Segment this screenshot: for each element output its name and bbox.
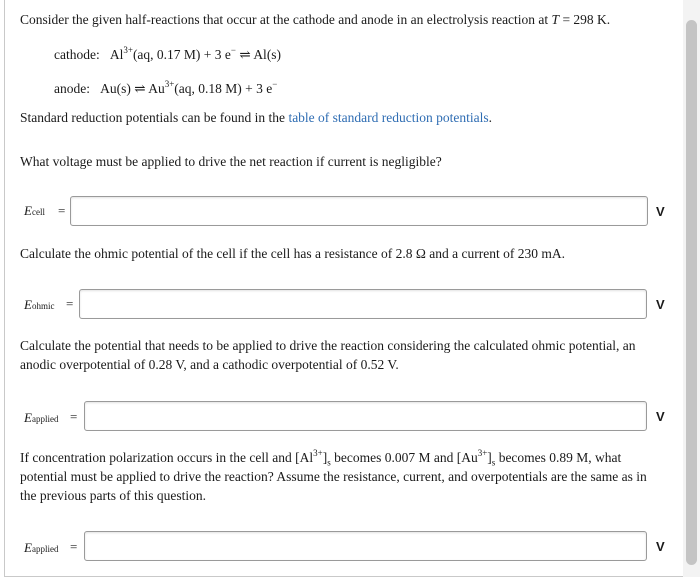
eapplied-cp-input[interactable] bbox=[84, 531, 647, 561]
ecell-label bbox=[24, 203, 45, 219]
intro-text-pre: Consider the given half-reactions that occur at the cathode and anode in an electrolysis reaction at bbox=[20, 12, 552, 27]
scrollbar-thumb[interactable] bbox=[686, 20, 697, 565]
anode-ion: Au bbox=[148, 81, 165, 96]
eapplied-cp-equals: = bbox=[70, 539, 78, 554]
eohmic-equals: = bbox=[66, 296, 74, 311]
eapplied-cp-label-sub: applied bbox=[31, 544, 59, 554]
anode-label: anode: bbox=[54, 81, 90, 96]
anode-electron-charge: − bbox=[272, 78, 278, 89]
question-3-text: Calculate the potential that needs to be applied to drive the reaction considering the calculated ohmic potential, an anodic overpotential of 0.28 V, and a cathodic overpotential of 0.52 V. bbox=[20, 338, 636, 372]
equilibrium-arrow-icon: ⇌ bbox=[239, 47, 251, 62]
question-4-al-charge: 3+ bbox=[313, 447, 323, 458]
question-1-text: What voltage must be applied to drive the net reaction if current is negligible? bbox=[20, 154, 442, 169]
reference-text bbox=[20, 109, 492, 127]
reduction-potentials-link[interactable]: table of standard reduction potentials bbox=[288, 110, 489, 125]
anode-ion-charge: 3+ bbox=[164, 78, 175, 89]
ecell-equals: = bbox=[58, 203, 66, 218]
question-4-surface-sub-1: s bbox=[327, 457, 331, 468]
anode-reactant: Au(s) bbox=[100, 81, 131, 96]
question-4-text bbox=[20, 448, 665, 505]
eohmic-label-main: E bbox=[24, 297, 32, 312]
reference-text-pre: Standard reduction potentials can be found in the bbox=[20, 110, 289, 125]
temperature-symbol: T bbox=[551, 12, 560, 27]
eohmic-unit: V bbox=[656, 297, 665, 312]
eapplied-equals: = bbox=[70, 409, 78, 424]
cathode-label: cathode: bbox=[54, 47, 100, 62]
eapplied-label-sub: applied bbox=[31, 414, 59, 424]
eohmic-label bbox=[24, 297, 54, 313]
eapplied-label-main: E bbox=[24, 410, 32, 425]
question-4-surface-sub-2: s bbox=[491, 457, 496, 468]
anode-product-rest: (aq, 0.18 M) + 3 e bbox=[174, 81, 273, 96]
cathode-ion-charge: 3+ bbox=[123, 44, 133, 55]
question-4-au-charge: 3+ bbox=[477, 447, 488, 458]
eapplied-cp-label bbox=[24, 540, 58, 556]
question-4-part-3: becomes 0.007 M and [Au bbox=[330, 450, 478, 465]
eohmic-label-sub: ohmic bbox=[31, 301, 55, 311]
cathode-ion: Al bbox=[109, 47, 124, 62]
cathode-electron-charge: − bbox=[230, 44, 236, 55]
ecell-label-main: E bbox=[24, 203, 32, 218]
question-4-part-2: ] bbox=[322, 450, 328, 465]
equilibrium-arrow-icon: ⇌ bbox=[134, 81, 146, 96]
cathode-reaction bbox=[54, 46, 281, 64]
reference-text-post: . bbox=[488, 110, 492, 125]
anode-reaction bbox=[54, 80, 277, 98]
intro-text bbox=[20, 11, 610, 29]
intro-text-post: = 298 K. bbox=[559, 12, 611, 27]
cathode-reactant-rest: (aq, 0.17 M) + 3 e bbox=[132, 47, 231, 62]
eapplied-cp-unit: V bbox=[656, 539, 665, 554]
eapplied-input[interactable] bbox=[84, 401, 647, 431]
ecell-input[interactable] bbox=[70, 196, 648, 226]
ecell-unit: V bbox=[656, 204, 665, 219]
question-4-part-4: ] bbox=[487, 450, 492, 465]
question-4-part-1: If concentration polarization occurs in the cell and [Al bbox=[20, 450, 314, 465]
eapplied-label bbox=[24, 410, 58, 426]
eapplied-unit: V bbox=[656, 409, 665, 424]
question-2-text: Calculate the ohmic potential of the cell if the cell has a resistance of 2.8 Ω and a current of 230 mA. bbox=[20, 246, 565, 261]
eapplied-cp-label-main: E bbox=[24, 540, 32, 555]
eohmic-input[interactable] bbox=[79, 289, 647, 319]
ecell-label-sub: cell bbox=[31, 207, 45, 217]
question-4-part-5: becomes 0.89 M, what potential must be applied to drive the reaction? Assume the resistance, current, and overpotentials are the same as in the previous parts of this question. bbox=[20, 450, 647, 503]
cathode-product: Al(s) bbox=[253, 47, 282, 62]
